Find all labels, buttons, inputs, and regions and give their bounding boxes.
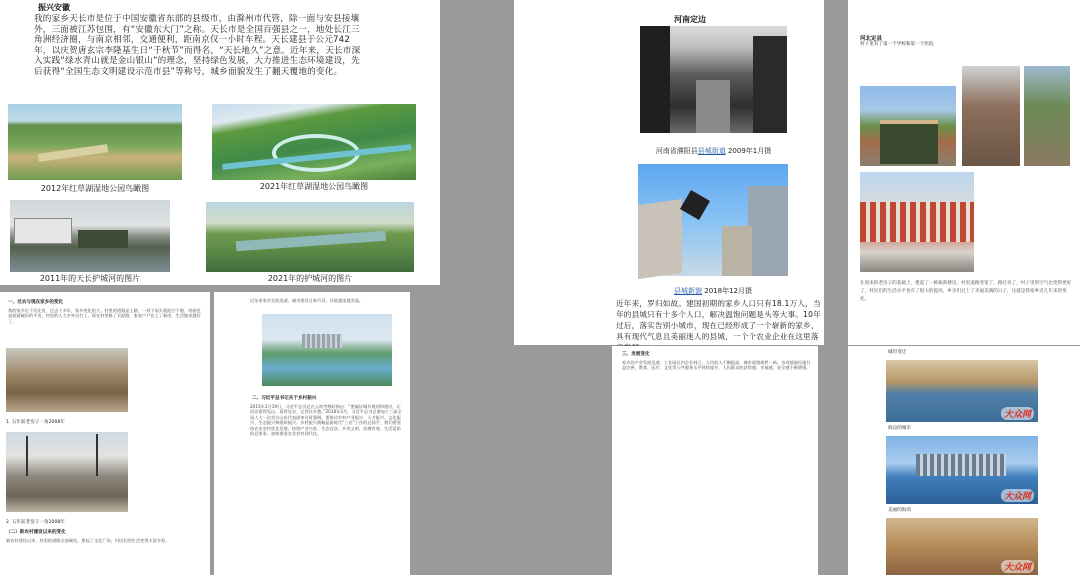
body-text: 我的家乡位于河北省，过去十多年，家乡变化很大。村里的道路是土路，一到下雨天就泥泞不堪，房屋也是低矮破旧的平房，村里的人大多外出打工。现在村里修了水泥路，家家户户住上了新房，生活越来越好了。 bbox=[8, 308, 201, 324]
city-skyline-photo bbox=[262, 314, 392, 386]
document-page-3 bbox=[848, 0, 1080, 345]
image-caption bbox=[640, 146, 787, 156]
document-page-1 bbox=[0, 0, 440, 285]
image-caption: 1. 五年前老房子一角2008年 bbox=[6, 420, 65, 425]
caption-suffix: 2009年1月摄 bbox=[727, 147, 772, 155]
old-house-photo-2 bbox=[6, 432, 128, 512]
page-heading: 振兴安徽 bbox=[38, 3, 70, 12]
document-page-2 bbox=[514, 0, 824, 345]
bay-skyline-photo bbox=[886, 436, 1038, 504]
page-title: 河南定边 bbox=[674, 15, 706, 24]
image-caption bbox=[638, 286, 788, 296]
moat-2021-image bbox=[206, 202, 414, 272]
document-page-7 bbox=[848, 346, 1080, 575]
new-buildings-photo bbox=[886, 518, 1038, 575]
old-street-photo bbox=[640, 26, 787, 133]
subsection-heading: （二）新农村建设以来的变化 bbox=[6, 530, 66, 535]
body-text: 在原来的老房子的基础上，建起了一栋栋新楼房，村里道路变宽了，路灯亮了，村子里的空气也变得更好了，村民们的生活水平也有了很大的提高，乡亲们过上了幸福美满的日子，这就是我家乡近几年来的变化。 bbox=[860, 281, 1072, 302]
document-page-4 bbox=[0, 292, 210, 575]
section-heading: 二、习近平总书记关于乡村振兴 bbox=[252, 396, 317, 401]
caption-suffix: 2018年12月摄 bbox=[704, 287, 752, 295]
coastal-city-photo bbox=[886, 360, 1038, 422]
image-caption: 2011年的天长护城河的图片 bbox=[39, 274, 141, 283]
subtitle: 村子里有了第一个学校和第一个医院 bbox=[860, 42, 934, 47]
caption-link[interactable]: 县城新貌 bbox=[674, 287, 703, 295]
city-buildings-photo bbox=[638, 164, 788, 276]
section-heading: 一、过去与现在家乡的变化 bbox=[8, 300, 64, 305]
alley-photo bbox=[1024, 66, 1070, 166]
old-building-photo bbox=[962, 66, 1020, 166]
body-text: 我的家乡天长市是位于中国安徽省东部的县级市，由滁州市代管，除一面与安县接壤外，三面被江苏包围，有“安徽东大门”之称。天长市是全国百强县之一，地处长江三角洲经济圈，与南京相邻，交通便利，距南京仅一小时车程。天长建县于公元742年，以庆贺唐玄宗李隆基生日“千秋节”而得名，“天长地久”之意。近年来，天长市深入实践“绿水青山就是金山银山”的理念，坚持绿色发展，大力推进生态环境建设，先后获得“全国生态文明建设示范市县”等称号，城乡面貌发生了翻天覆地的变化。 bbox=[34, 14, 361, 77]
document-page-5 bbox=[214, 292, 410, 575]
image-caption: 2021年红草湖湿地公园鸟瞰图 bbox=[259, 182, 369, 191]
image-caption: 美丽的海湾 bbox=[888, 508, 911, 513]
caption-prefix: 河南省濮阳县 bbox=[655, 147, 698, 155]
park-aerial-2021-image bbox=[212, 104, 416, 180]
body-text: 近年来，罗归如故。建国初期的家乡人口只有18.1万人，当年的县城只有十多个人口，解决温饱问题是头等大事。10年过后，落实告别小城市，现在已经形成了一个崭新的家乡，具有现代气息且美丽迷人的县城，一个个农业企业在这里落 bbox=[616, 299, 821, 341]
image-caption: 2. 五年前老房子一角2008年 bbox=[6, 520, 65, 525]
image-caption: 2012年红草湖湿地公园鸟瞰图 bbox=[40, 184, 150, 193]
caption-link[interactable]: 县城街道 bbox=[697, 147, 726, 155]
park-aerial-2012-image bbox=[8, 104, 182, 180]
school-gate-photo bbox=[860, 86, 956, 166]
news-logo-watermark: 大众网 bbox=[1001, 489, 1034, 502]
image-caption: 海边的城市 bbox=[888, 426, 911, 431]
moat-2011-image bbox=[10, 200, 170, 272]
new-school-photo bbox=[860, 172, 974, 272]
image-caption: 2021年的护城河的图片 bbox=[267, 274, 353, 283]
section-heading: 三、发展变化 bbox=[622, 352, 650, 357]
news-logo-watermark: 大众网 bbox=[1001, 560, 1034, 573]
document-page-6 bbox=[612, 346, 818, 575]
body-text: 2015年1月19日，习近平总书记在云南考察时指出：“要搞好城乡规划和建设，让居民望得见山、看得见水、记得住乡愁。”2018年3月，习近平总书记参加十三届全国人大一次会议山东代表团审议时强调，要推动乡村产业振兴、人才振兴、文化振兴、生态振兴和组织振兴。乡村振兴战略是新时代“三农”工作的总抓手，我们要坚持农业农村优先发展，按照产业兴旺、生态宜居、乡风文明、治理有效、生活富裕的总要求，加快推进农业农村现代化。 bbox=[250, 404, 402, 437]
page-title: 城市变迁 bbox=[888, 350, 907, 355]
page-title: 河北定县 bbox=[860, 36, 883, 42]
news-logo-watermark: 大众网 bbox=[1001, 407, 1034, 420]
old-house-photo-1 bbox=[6, 348, 128, 412]
body-text: 家乡的产业发展迅速，工业园区内企业林立，人均收入不断提高，城市面貌焕然一新。各项基础设施日益完善，教育、医疗、文化等公共服务水平持续提升，人民群众的获得感、幸福感、安全感不断增强。 bbox=[622, 360, 811, 371]
intro-text: 近年来家乡发展迅速，城市建设日新月异，环境越来越美丽。 bbox=[250, 298, 364, 303]
body-text: 新农村建设以来，村里的道路全部硬化，建起了文化广场，村民们的生活变得丰富多彩。 bbox=[6, 538, 170, 543]
